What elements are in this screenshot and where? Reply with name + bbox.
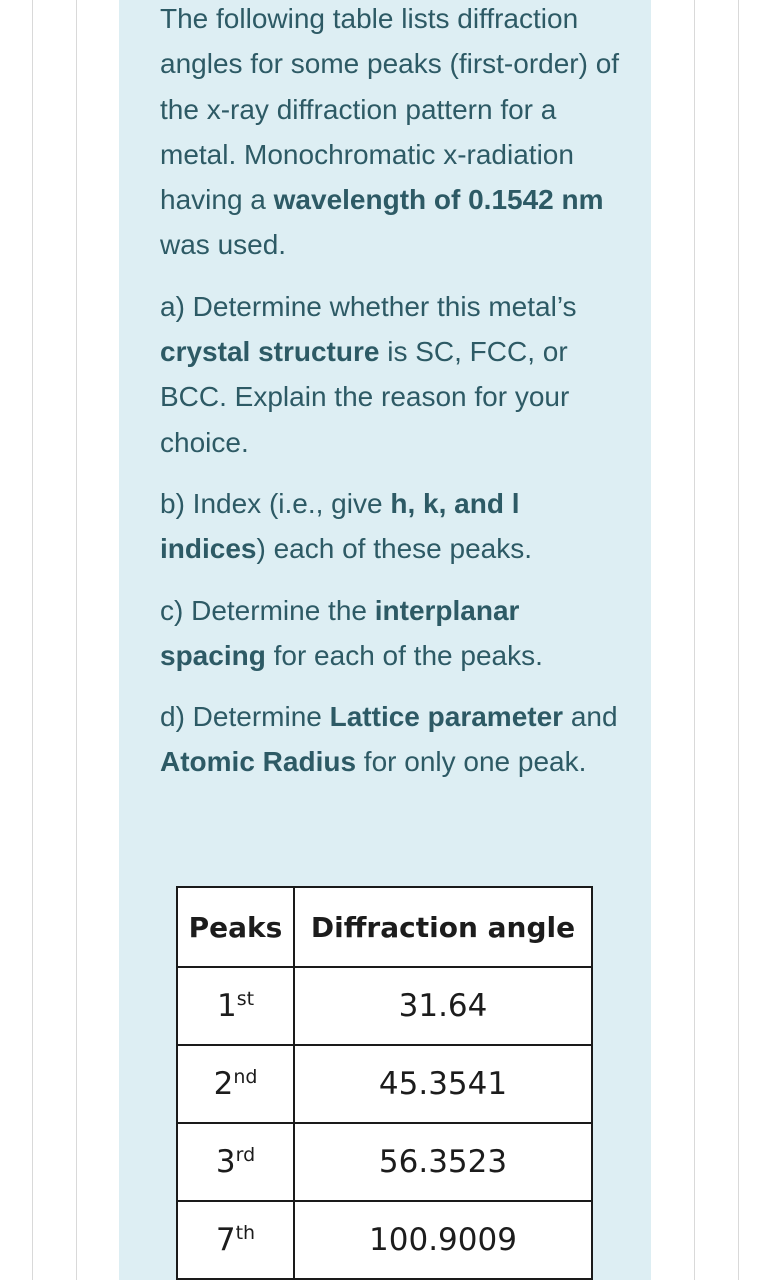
peak-ordinal: rd: [235, 1144, 256, 1166]
left-outer-border: [32, 0, 33, 1280]
part-d-tail: for only one peak.: [356, 746, 587, 778]
intro-text: The following table lists diffraction angles for some peaks (first-order) of the x-ray diffraction pattern for a metal. Monochromatic x-radiation having a: [160, 3, 620, 216]
peak-cell: [177, 1123, 294, 1201]
right-inner-border: [694, 0, 695, 1280]
peak-number: 2: [213, 1066, 234, 1102]
peak-ordinal: nd: [233, 1066, 258, 1088]
angle-cell: 56.3523: [294, 1123, 592, 1201]
table-row: [177, 1123, 592, 1201]
question-card: [119, 0, 651, 1280]
peak-cell: [177, 967, 294, 1045]
peak-cell: [177, 1201, 294, 1279]
intro-tail: was used.: [160, 229, 287, 261]
right-outer-border: [738, 0, 739, 1280]
intro-paragraph: [160, 0, 630, 268]
part-a-tail: is SC, FCC, or BCC. Explain the reason for your choice.: [160, 336, 570, 458]
part-d-text: d) Determine: [160, 701, 330, 733]
table-row: [177, 1045, 592, 1123]
peak-ordinal: st: [236, 988, 255, 1010]
part-b-tail: ) each of these peaks.: [256, 533, 532, 565]
peaks-header: Peaks: [177, 887, 294, 967]
peak-ordinal: th: [235, 1222, 256, 1244]
interplanar-spacing-emphasis: interplanar spacing: [160, 594, 520, 671]
part-a-text: a) Determine whether this metal’s: [160, 290, 577, 322]
peak-cell: [177, 1045, 294, 1123]
indices-emphasis: h, k, and l indices: [160, 487, 520, 565]
angle-cell: 100.9009: [294, 1201, 592, 1279]
part-c-text: c) Determine the: [160, 594, 375, 626]
part-a: [160, 284, 630, 465]
atomic-radius-emphasis: Atomic Radius: [160, 746, 357, 778]
peak-number: 1: [216, 988, 237, 1024]
lattice-parameter-emphasis: Lattice parameter: [329, 701, 564, 733]
angle-header: Diffraction angle: [294, 887, 592, 967]
table-row: [177, 1201, 592, 1279]
diffraction-table: [176, 886, 593, 1280]
angle-cell: 45.3541: [294, 1045, 592, 1123]
crystal-structure-emphasis: crystal structure: [160, 336, 380, 368]
question-text: [160, 0, 630, 801]
angle-cell: 31.64: [294, 967, 592, 1045]
part-d-and: and: [563, 701, 618, 733]
part-c: [160, 588, 630, 679]
part-b-text: b) Index (i.e., give: [160, 487, 391, 519]
left-inner-border: [76, 0, 77, 1280]
peak-number: 3: [215, 1144, 236, 1180]
part-d: [160, 694, 630, 785]
peak-number: 7: [215, 1222, 236, 1258]
table-header-row: [177, 887, 592, 967]
part-c-tail: for each of the peaks.: [265, 639, 543, 671]
table-row: [177, 967, 592, 1045]
wavelength-emphasis: wavelength of 0.1542 nm: [273, 184, 604, 216]
part-b: [160, 481, 630, 572]
